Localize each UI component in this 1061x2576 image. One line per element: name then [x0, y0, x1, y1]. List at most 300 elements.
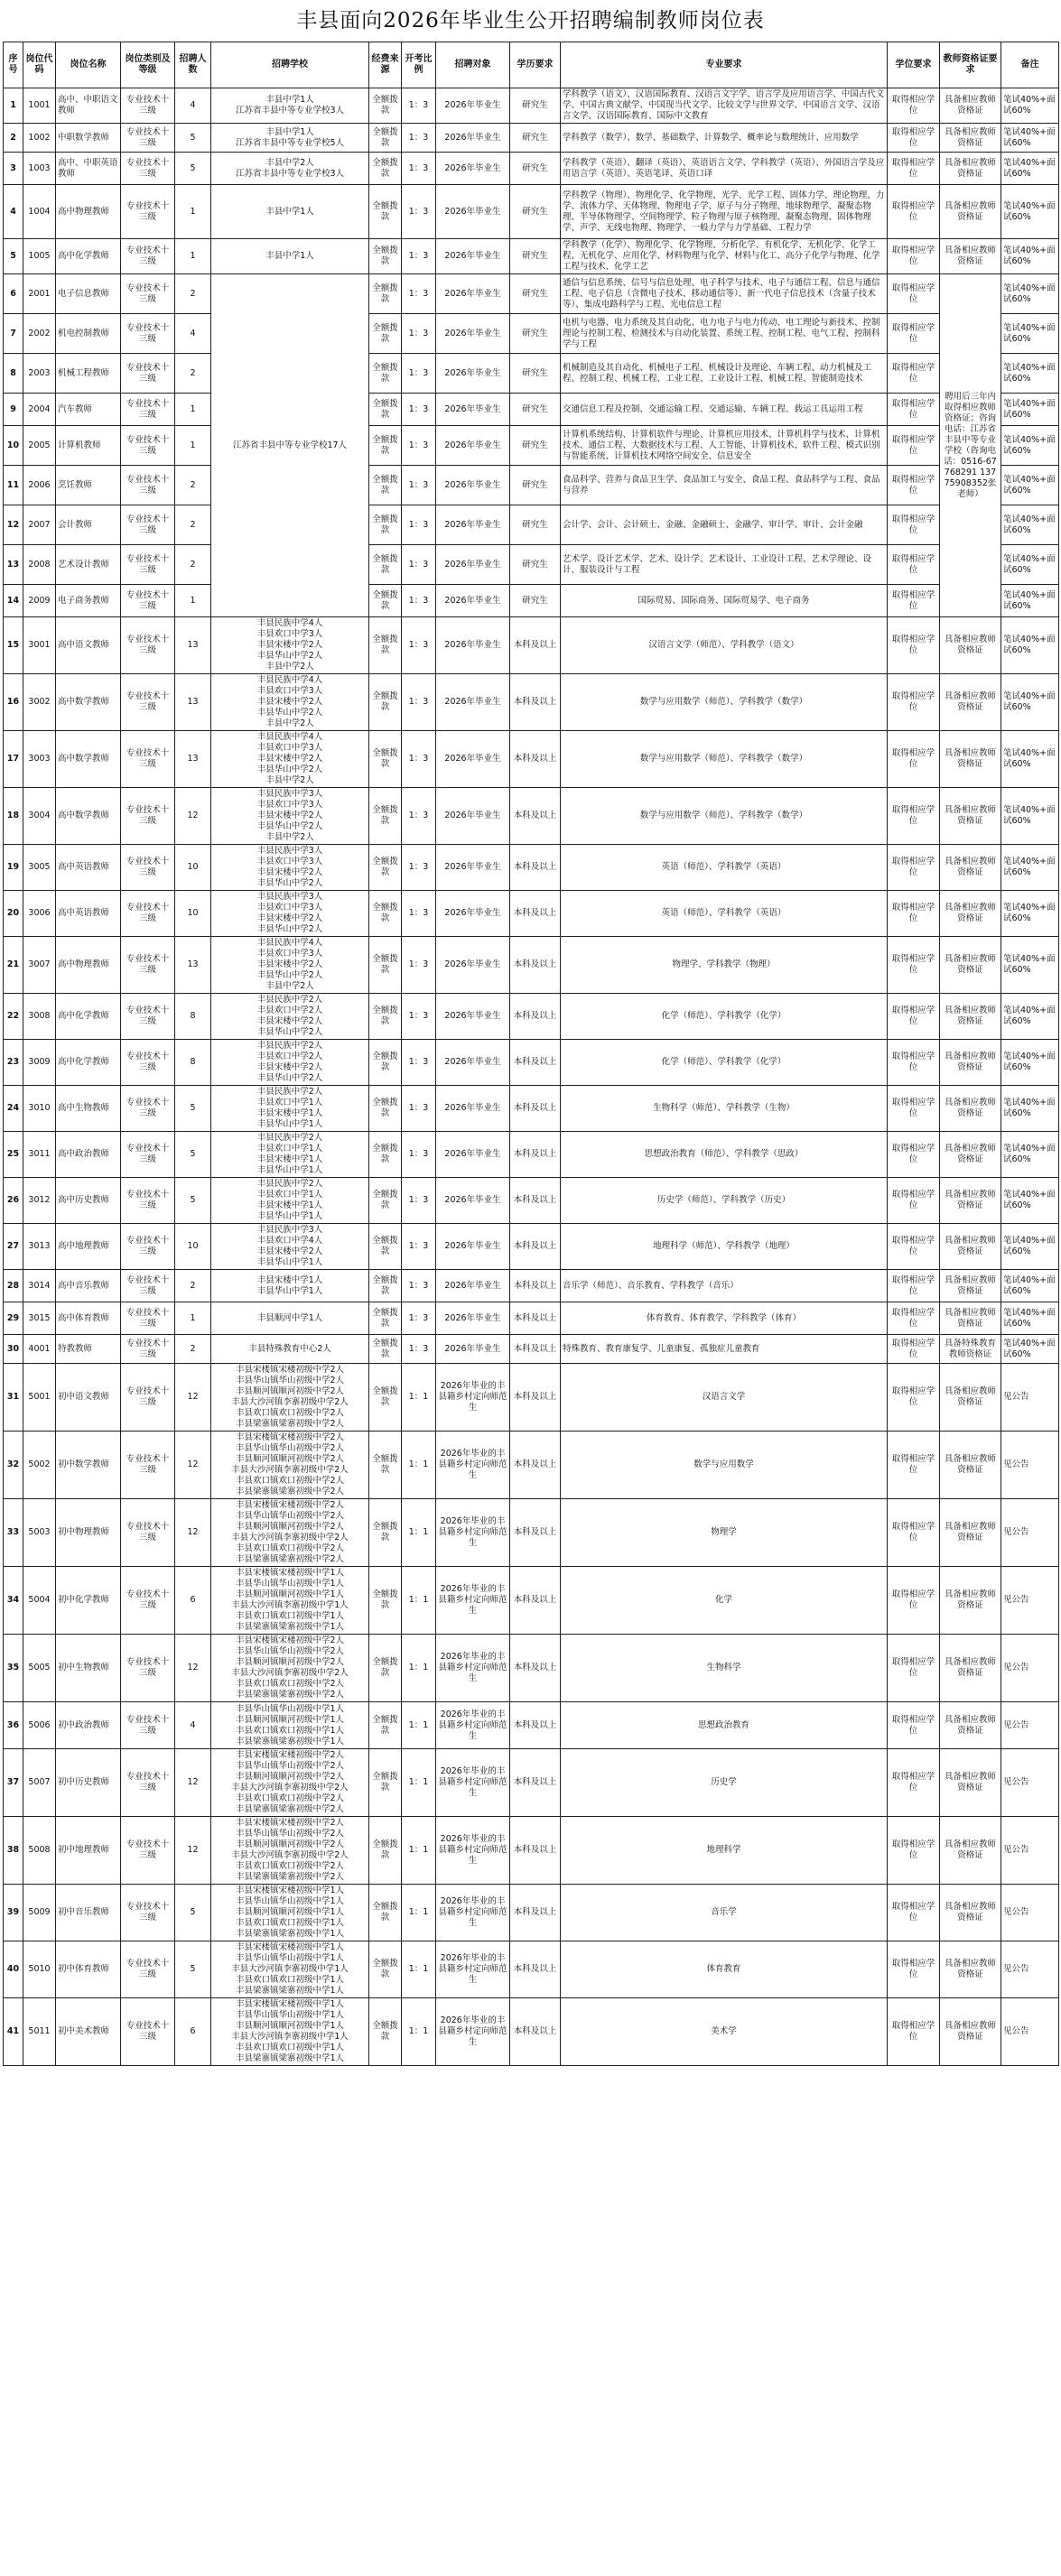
degree-cell: 取得相应学位 — [888, 545, 940, 585]
remark-cell: 见公告 — [1001, 1567, 1059, 1635]
count-cell: 2 — [175, 466, 211, 505]
target-cell: 2026年毕业生 — [436, 1132, 510, 1178]
serial-cell: 34 — [4, 1567, 23, 1635]
ratio-cell: 1：3 — [402, 1132, 436, 1178]
major-cell: 化学（师范）、学科教学（化学） — [561, 994, 888, 1040]
remark-cell: 见公告 — [1001, 1749, 1059, 1817]
remark-cell: 笔试40%+面试60% — [1001, 239, 1059, 274]
table-row — [4, 845, 1059, 891]
ratio-cell: 1：3 — [402, 585, 436, 617]
school-cell: 丰县宋楼镇宋楼初级中学2人 丰县华山镇华山初级中学2人 丰县顺河镇顺河初级中学2人 丰县大沙河镇李寨初级中学2人 丰县欢口镇欢口初级中学2人 丰县梁寨镇梁寨初级中学2人 — [211, 1499, 369, 1567]
target-cell: 2026年毕业生 — [436, 354, 510, 394]
major-cell: 特殊教育、教育康复学、儿童康复、孤独症儿童教育 — [561, 1335, 888, 1364]
major-cell: 食品科学、营养与食品卫生学、食品加工与安全、食品工程、食品科学与工程、食品与营养 — [561, 466, 888, 505]
cert-cell: 具备相应教师资格证 — [940, 1132, 1001, 1178]
education-cell: 本科及以上 — [510, 731, 561, 788]
remark-cell: 笔试40%+面试60% — [1001, 788, 1059, 845]
degree-cell: 取得相应学位 — [888, 88, 940, 124]
serial-cell: 27 — [4, 1224, 23, 1270]
ratio-cell: 1：3 — [402, 1040, 436, 1086]
position-cell: 高中、中职英语教师 — [56, 153, 121, 185]
ratio-cell: 1：3 — [402, 239, 436, 274]
count-cell: 12 — [175, 1817, 211, 1885]
funding-cell: 全额拨款 — [369, 466, 402, 505]
education-cell: 本科及以上 — [510, 1335, 561, 1364]
code-cell: 2007 — [23, 505, 56, 545]
major-cell: 汉语言文学（师范）、学科教学（语文） — [561, 617, 888, 674]
table-row — [4, 1178, 1059, 1224]
school-cell: 丰县中学1人 江苏省丰县中等专业学校3人 — [211, 88, 369, 124]
education-cell: 本科及以上 — [510, 1224, 561, 1270]
code-cell: 3006 — [23, 891, 56, 937]
target-cell: 2026年毕业的丰县籍乡村定向师范生 — [436, 1364, 510, 1432]
serial-cell: 2 — [4, 124, 23, 153]
table-row — [4, 185, 1059, 239]
level-cell: 专业技术十三级 — [121, 994, 175, 1040]
school-cell: 丰县宋楼镇宋楼初级中学2人 丰县华山镇华山初级中学2人 丰县顺河镇顺河初级中学2人 丰县大沙河镇李寨初级中学2人 丰县欢口镇欢口初级中学2人 丰县梁寨镇梁寨初级中学2人 — [211, 1364, 369, 1432]
funding-cell: 全额拨款 — [369, 845, 402, 891]
funding-cell: 全额拨款 — [369, 274, 402, 314]
remark-cell: 笔试40%+面试60% — [1001, 891, 1059, 937]
serial-cell: 23 — [4, 1040, 23, 1086]
cert-cell: 具备相应教师资格证 — [940, 1817, 1001, 1885]
school-cell: 丰县民族中学2人 丰县欢口中学2人 丰县宋楼中学2人 丰县华山中学2人 — [211, 1040, 369, 1086]
page-title: 丰县面向2026年毕业生公开招聘编制教师岗位表 — [296, 9, 765, 32]
table-row — [4, 394, 1059, 426]
count-cell: 6 — [175, 1998, 211, 2066]
position-cell: 初中音乐教师 — [56, 1885, 121, 1941]
serial-cell: 17 — [4, 731, 23, 788]
code-cell: 5010 — [23, 1941, 56, 1998]
education-cell: 本科及以上 — [510, 1432, 561, 1499]
school-cell: 丰县顺河中学1人 — [211, 1302, 369, 1335]
degree-cell: 取得相应学位 — [888, 185, 940, 239]
major-cell: 体育教育、体育教学、学科教学（体育） — [561, 1302, 888, 1335]
table-row — [4, 1749, 1059, 1817]
funding-cell: 全额拨款 — [369, 239, 402, 274]
position-cell: 初中生物教师 — [56, 1635, 121, 1702]
level-cell: 专业技术十三级 — [121, 426, 175, 466]
major-cell: 计算机系统结构、计算机软件与理论、计算机应用技术、计算机科学与技术、计算机技术、通信工程、大数据技术与工程、人工智能、计算机技术、软件工程、模式识别与智能系统、计算机技术网络空间安全、信息安全 — [561, 426, 888, 466]
table-row — [4, 426, 1059, 466]
serial-cell: 40 — [4, 1941, 23, 1998]
serial-cell: 5 — [4, 239, 23, 274]
education-cell: 本科及以上 — [510, 1086, 561, 1132]
column-header: 学历要求 — [510, 42, 561, 88]
position-cell: 初中历史教师 — [56, 1749, 121, 1817]
code-cell: 2005 — [23, 426, 56, 466]
serial-cell: 36 — [4, 1702, 23, 1749]
serial-cell: 19 — [4, 845, 23, 891]
degree-cell: 取得相应学位 — [888, 1335, 940, 1364]
table-row — [4, 1817, 1059, 1885]
level-cell: 专业技术十三级 — [121, 314, 175, 354]
degree-cell: 取得相应学位 — [888, 1885, 940, 1941]
education-cell: 研究生 — [510, 185, 561, 239]
major-cell: 会计学、会计、会计硕士、金融、金融硕士、金融学、审计学、审计、会计金融 — [561, 505, 888, 545]
code-cell: 3010 — [23, 1086, 56, 1132]
target-cell: 2026年毕业生 — [436, 1270, 510, 1302]
ratio-cell: 1：3 — [402, 426, 436, 466]
serial-cell: 20 — [4, 891, 23, 937]
level-cell: 专业技术十三级 — [121, 1702, 175, 1749]
remark-cell: 见公告 — [1001, 1817, 1059, 1885]
position-cell: 高中数学教师 — [56, 731, 121, 788]
remark-cell: 笔试40%+面试60% — [1001, 314, 1059, 354]
code-cell: 3007 — [23, 937, 56, 994]
count-cell: 10 — [175, 1224, 211, 1270]
cert-cell: 具备相应教师资格证 — [940, 1749, 1001, 1817]
level-cell: 专业技术十三级 — [121, 185, 175, 239]
table-row — [4, 731, 1059, 788]
major-cell: 思想政治教育 — [561, 1702, 888, 1749]
remark-cell: 笔试40%+面试60% — [1001, 994, 1059, 1040]
level-cell: 专业技术十三级 — [121, 1635, 175, 1702]
ratio-cell: 1：3 — [402, 994, 436, 1040]
serial-cell: 25 — [4, 1132, 23, 1178]
serial-cell: 30 — [4, 1335, 23, 1364]
target-cell: 2026年毕业生 — [436, 505, 510, 545]
education-cell: 研究生 — [510, 545, 561, 585]
remark-cell: 笔试40%+面试60% — [1001, 153, 1059, 185]
code-cell: 5009 — [23, 1885, 56, 1941]
funding-cell: 全额拨款 — [369, 1335, 402, 1364]
count-cell: 1 — [175, 239, 211, 274]
degree-cell: 取得相应学位 — [888, 788, 940, 845]
level-cell: 专业技术十三级 — [121, 937, 175, 994]
school-cell: 丰县宋楼镇宋楼初级中学1人 丰县华山镇华山初级中学1人 丰县大沙河镇李寨初级中学1人 丰县欢口镇欢口初级中学1人 丰县梁寨镇梁寨初级中学1人 — [211, 1941, 369, 1998]
level-cell: 专业技术十三级 — [121, 1040, 175, 1086]
cert-cell: 具备相应教师资格证 — [940, 1702, 1001, 1749]
major-cell: 音乐学（师范）、音乐教育、学科教学（音乐） — [561, 1270, 888, 1302]
degree-cell: 取得相应学位 — [888, 274, 940, 314]
table-row — [4, 891, 1059, 937]
table-row — [4, 1270, 1059, 1302]
target-cell: 2026年毕业生 — [436, 274, 510, 314]
degree-cell: 取得相应学位 — [888, 1178, 940, 1224]
position-cell: 高中、中职语文教师 — [56, 88, 121, 124]
table-row — [4, 505, 1059, 545]
funding-cell: 全额拨款 — [369, 354, 402, 394]
cert-cell: 具备相应教师资格证 — [940, 153, 1001, 185]
count-cell: 12 — [175, 1635, 211, 1702]
table-row — [4, 1040, 1059, 1086]
serial-cell: 22 — [4, 994, 23, 1040]
education-cell: 本科及以上 — [510, 1178, 561, 1224]
count-cell: 13 — [175, 617, 211, 674]
code-cell: 3012 — [23, 1178, 56, 1224]
degree-cell: 取得相应学位 — [888, 1817, 940, 1885]
column-header: 招聘学校 — [211, 42, 369, 88]
count-cell: 6 — [175, 1567, 211, 1635]
target-cell: 2026年毕业生 — [436, 314, 510, 354]
count-cell: 8 — [175, 1040, 211, 1086]
remark-cell: 笔试40%+面试60% — [1001, 124, 1059, 153]
major-cell: 学科教学（物理）、物理化学、化学物理、光学、光学工程、固体力学、理论物理、力学、流体力学、天体物理、物理电子学、原子与分子物理、地球物理学、凝聚态物理、半导体物理学、空间物理学、粒子物理与原子核物理、凝聚态物理、固体物理学、声学、无线电物理、物理学、一般力学与力学基础、工程力学 — [561, 185, 888, 239]
position-cell: 高中政治教师 — [56, 1132, 121, 1178]
degree-cell: 取得相应学位 — [888, 1432, 940, 1499]
school-cell: 丰县民族中学2人 丰县欢口中学1人 丰县宋楼中学1人 丰县华山中学1人 — [211, 1086, 369, 1132]
code-cell: 3014 — [23, 1270, 56, 1302]
level-cell: 专业技术十三级 — [121, 354, 175, 394]
target-cell: 2026年毕业生 — [436, 674, 510, 731]
cert-cell: 具备相应教师资格证 — [940, 1998, 1001, 2066]
table-row — [4, 937, 1059, 994]
target-cell: 2026年毕业生 — [436, 845, 510, 891]
target-cell: 2026年毕业生 — [436, 937, 510, 994]
serial-cell: 39 — [4, 1885, 23, 1941]
school-cell: 丰县民族中学4人 丰县欢口中学3人 丰县宋楼中学2人 丰县华山中学2人 丰县中学2人 — [211, 674, 369, 731]
target-cell: 2026年毕业生 — [436, 891, 510, 937]
degree-cell: 取得相应学位 — [888, 674, 940, 731]
position-cell: 艺术设计教师 — [56, 545, 121, 585]
serial-cell: 14 — [4, 585, 23, 617]
ratio-cell: 1：3 — [402, 937, 436, 994]
education-cell: 研究生 — [510, 274, 561, 314]
code-cell: 3005 — [23, 845, 56, 891]
funding-cell: 全额拨款 — [369, 88, 402, 124]
table-row — [4, 466, 1059, 505]
ratio-cell: 1：3 — [402, 394, 436, 426]
education-cell: 本科及以上 — [510, 1302, 561, 1335]
remark-cell: 见公告 — [1001, 1499, 1059, 1567]
code-cell: 1005 — [23, 239, 56, 274]
degree-cell: 取得相应学位 — [888, 1224, 940, 1270]
count-cell: 5 — [175, 1132, 211, 1178]
code-cell: 1001 — [23, 88, 56, 124]
major-cell: 学科教学（英语）、翻译（英语）、英语语言文学、学科教学（英语）、外国语言学及应用语言学（英语）、英语笔译、英语口译 — [561, 153, 888, 185]
code-cell: 2001 — [23, 274, 56, 314]
cert-cell: 具备相应教师资格证 — [940, 617, 1001, 674]
ratio-cell: 1：3 — [402, 1086, 436, 1132]
education-cell: 研究生 — [510, 124, 561, 153]
major-cell: 物理学 — [561, 1499, 888, 1567]
count-cell: 10 — [175, 845, 211, 891]
remark-cell: 笔试40%+面试60% — [1001, 937, 1059, 994]
position-cell: 初中语文教师 — [56, 1364, 121, 1432]
degree-cell: 取得相应学位 — [888, 1499, 940, 1567]
funding-cell: 全额拨款 — [369, 1086, 402, 1132]
position-cell: 机械工程教师 — [56, 354, 121, 394]
count-cell: 12 — [175, 1749, 211, 1817]
serial-cell: 18 — [4, 788, 23, 845]
position-cell: 电子信息教师 — [56, 274, 121, 314]
serial-cell: 1 — [4, 88, 23, 124]
major-cell: 化学 — [561, 1567, 888, 1635]
major-cell: 通信与信息系统、信号与信息处理、电子科学与技术、电子与通信工程、信息与通信工程、电子信息（含微电子技术、移动通信等）、新一代电子信息技术（含量子技术等）、集成电路科学与工程、光电信息工程 — [561, 274, 888, 314]
column-header: 岗位代码 — [23, 42, 56, 88]
major-cell: 体育教育 — [561, 1941, 888, 1998]
table-row — [4, 1885, 1059, 1941]
serial-cell: 37 — [4, 1749, 23, 1817]
position-cell: 高中英语教师 — [56, 891, 121, 937]
degree-cell: 取得相应学位 — [888, 994, 940, 1040]
education-cell: 研究生 — [510, 426, 561, 466]
serial-cell: 28 — [4, 1270, 23, 1302]
code-cell: 1004 — [23, 185, 56, 239]
funding-cell: 全额拨款 — [369, 1499, 402, 1567]
count-cell: 1 — [175, 394, 211, 426]
target-cell: 2026年毕业的丰县籍乡村定向师范生 — [436, 1885, 510, 1941]
education-cell: 本科及以上 — [510, 937, 561, 994]
remark-cell: 笔试40%+面试60% — [1001, 1132, 1059, 1178]
funding-cell: 全额拨款 — [369, 1178, 402, 1224]
degree-cell: 取得相应学位 — [888, 1998, 940, 2066]
school-cell: 丰县民族中学3人 丰县欢口中学3人 丰县宋楼中学2人 丰县华山中学2人 — [211, 845, 369, 891]
remark-cell: 见公告 — [1001, 1635, 1059, 1702]
degree-cell: 取得相应学位 — [888, 239, 940, 274]
code-cell: 3004 — [23, 788, 56, 845]
education-cell: 本科及以上 — [510, 1132, 561, 1178]
cert-cell: 具备相应教师资格证 — [940, 1270, 1001, 1302]
funding-cell: 全额拨款 — [369, 1224, 402, 1270]
level-cell: 专业技术十三级 — [121, 1270, 175, 1302]
level-cell: 专业技术十三级 — [121, 674, 175, 731]
funding-cell: 全额拨款 — [369, 585, 402, 617]
remark-cell: 见公告 — [1001, 1364, 1059, 1432]
school-cell: 丰县民族中学2人 丰县欢口中学1人 丰县宋楼中学1人 丰县华山中学1人 — [211, 1132, 369, 1178]
school-cell: 丰县民族中学2人 丰县欢口中学2人 丰县宋楼中学2人 丰县华山中学2人 — [211, 994, 369, 1040]
cert-cell: 具备相应教师资格证 — [940, 1941, 1001, 1998]
education-cell: 本科及以上 — [510, 1817, 561, 1885]
position-cell: 高中音乐教师 — [56, 1270, 121, 1302]
serial-cell: 12 — [4, 505, 23, 545]
serial-cell: 10 — [4, 426, 23, 466]
level-cell: 专业技术十三级 — [121, 124, 175, 153]
cert-cell: 具备相应教师资格证 — [940, 185, 1001, 239]
remark-cell: 笔试40%+面试60% — [1001, 394, 1059, 426]
count-cell: 12 — [175, 1364, 211, 1432]
education-cell: 本科及以上 — [510, 674, 561, 731]
table-row — [4, 314, 1059, 354]
code-cell: 5007 — [23, 1749, 56, 1817]
code-cell: 3001 — [23, 617, 56, 674]
serial-cell: 15 — [4, 617, 23, 674]
level-cell: 专业技术十三级 — [121, 394, 175, 426]
count-cell: 2 — [175, 545, 211, 585]
funding-cell: 全额拨款 — [369, 1998, 402, 2066]
degree-cell: 取得相应学位 — [888, 1635, 940, 1702]
table-body — [4, 88, 1059, 2066]
degree-cell: 取得相应学位 — [888, 1132, 940, 1178]
funding-cell: 全额拨款 — [369, 1302, 402, 1335]
school-cell: 丰县宋楼镇宋楼初级中学2人 丰县华山镇华山初级中学2人 丰县顺河镇顺河初级中学2人 丰县大沙河镇李寨初级中学2人 丰县欢口镇欢口初级中学2人 丰县梁寨镇梁寨初级中学2人 — [211, 1749, 369, 1817]
count-cell: 2 — [175, 354, 211, 394]
position-cell: 高中物理教师 — [56, 185, 121, 239]
position-cell: 特教教师 — [56, 1335, 121, 1364]
cert-cell: 具备相应教师资格证 — [940, 1885, 1001, 1941]
education-cell: 本科及以上 — [510, 617, 561, 674]
count-cell: 2 — [175, 1335, 211, 1364]
target-cell: 2026年毕业生 — [436, 545, 510, 585]
remark-cell: 见公告 — [1001, 1941, 1059, 1998]
table-row — [4, 1499, 1059, 1567]
funding-cell: 全额拨款 — [369, 788, 402, 845]
remark-cell: 笔试40%+面试60% — [1001, 426, 1059, 466]
school-cell: 丰县特殊教育中心2人 — [211, 1335, 369, 1364]
education-cell: 研究生 — [510, 88, 561, 124]
table-row — [4, 994, 1059, 1040]
remark-cell: 笔试40%+面试60% — [1001, 354, 1059, 394]
count-cell: 2 — [175, 505, 211, 545]
column-header: 序号 — [4, 42, 23, 88]
degree-cell: 取得相应学位 — [888, 617, 940, 674]
major-cell: 交通信息工程及控制、交通运输工程、交通运输、车辆工程、载运工具运用工程 — [561, 394, 888, 426]
position-cell: 初中体育教师 — [56, 1941, 121, 1998]
cert-cell: 具备相应教师资格证 — [940, 731, 1001, 788]
level-cell: 专业技术十三级 — [121, 239, 175, 274]
ratio-cell: 1：1 — [402, 1499, 436, 1567]
degree-cell: 取得相应学位 — [888, 505, 940, 545]
table-row — [4, 153, 1059, 185]
serial-cell: 16 — [4, 674, 23, 731]
code-cell: 3009 — [23, 1040, 56, 1086]
remark-cell: 笔试40%+面试60% — [1001, 585, 1059, 617]
major-cell: 历史学 — [561, 1749, 888, 1817]
degree-cell: 取得相应学位 — [888, 394, 940, 426]
position-cell: 高中化学教师 — [56, 994, 121, 1040]
cert-cell: 具备相应教师资格证 — [940, 1040, 1001, 1086]
cert-cell: 具备相应教师资格证 — [940, 1432, 1001, 1499]
education-cell: 研究生 — [510, 354, 561, 394]
serial-cell: 35 — [4, 1635, 23, 1702]
column-header: 招聘对象 — [436, 42, 510, 88]
degree-cell: 取得相应学位 — [888, 1567, 940, 1635]
table-row — [4, 1302, 1059, 1335]
remark-cell: 笔试40%+面试60% — [1001, 185, 1059, 239]
target-cell: 2026年毕业生 — [436, 1335, 510, 1364]
funding-cell: 全额拨款 — [369, 1270, 402, 1302]
count-cell: 1 — [175, 1302, 211, 1335]
ratio-cell: 1：1 — [402, 1998, 436, 2066]
major-cell: 学科教学（语文）、汉语国际教育、汉语言文字学、语言学及应用语言学、中国古代文学、中国古典文献学、中国现当代文学、比较文学与世界文学、中国语言文学、汉语言文学、汉语国际教育、国际中文教育 — [561, 88, 888, 124]
school-cell: 丰县宋楼中学1人 丰县华山中学1人 — [211, 1270, 369, 1302]
table-row — [4, 88, 1059, 124]
serial-cell: 26 — [4, 1178, 23, 1224]
education-cell: 本科及以上 — [510, 1749, 561, 1817]
position-cell: 高中化学教师 — [56, 239, 121, 274]
table-header-row — [4, 42, 1059, 88]
serial-cell: 33 — [4, 1499, 23, 1567]
major-cell: 国际贸易、国际商务、国际贸易学、电子商务 — [561, 585, 888, 617]
count-cell: 5 — [175, 124, 211, 153]
table-row — [4, 1335, 1059, 1364]
funding-cell: 全额拨款 — [369, 617, 402, 674]
major-cell: 汉语言文学 — [561, 1364, 888, 1432]
major-cell: 生物科学（师范）、学科教学（生物） — [561, 1086, 888, 1132]
target-cell: 2026年毕业生 — [436, 1178, 510, 1224]
count-cell: 4 — [175, 88, 211, 124]
school-cell: 丰县民族中学3人 丰县欢口中学3人 丰县宋楼中学2人 丰县华山中学2人 丰县中学2人 — [211, 788, 369, 845]
code-cell: 3015 — [23, 1302, 56, 1335]
count-cell: 5 — [175, 1086, 211, 1132]
ratio-cell: 1：3 — [402, 354, 436, 394]
major-cell: 思想政治教育（师范）、学科教学（思政） — [561, 1132, 888, 1178]
major-cell: 机械制造及其自动化、机械电子工程、机械设计及理论、车辆工程、动力机械及工程、控制工程、机械工程、工业工程、工业设计工程、机械工程、智能制造技术 — [561, 354, 888, 394]
target-cell: 2026年毕业的丰县籍乡村定向师范生 — [436, 1702, 510, 1749]
school-cell: 丰县宋楼镇宋楼初级中学2人 丰县华山镇华山初级中学2人 丰县顺河镇顺河初级中学2人 丰县大沙河镇李寨初级中学2人 丰县欢口镇欢口初级中学2人 丰县梁寨镇梁寨初级中学2人 — [211, 1635, 369, 1702]
education-cell: 本科及以上 — [510, 845, 561, 891]
major-cell: 学科教学（化学）、物理化学、化学物理、分析化学、有机化学、无机化学、化学工程、无机化学、应用化学、材料物理与化学、材料与化工、高分子化学与物理、化学工程与技术、化学工艺 — [561, 239, 888, 274]
level-cell: 专业技术十三级 — [121, 585, 175, 617]
ratio-cell: 1：3 — [402, 466, 436, 505]
code-cell: 3002 — [23, 674, 56, 731]
position-cell: 初中美术教师 — [56, 1998, 121, 2066]
target-cell: 2026年毕业的丰县籍乡村定向师范生 — [436, 1817, 510, 1885]
education-cell: 本科及以上 — [510, 1635, 561, 1702]
count-cell: 2 — [175, 1270, 211, 1302]
cert-cell: 具备相应教师资格证 — [940, 891, 1001, 937]
